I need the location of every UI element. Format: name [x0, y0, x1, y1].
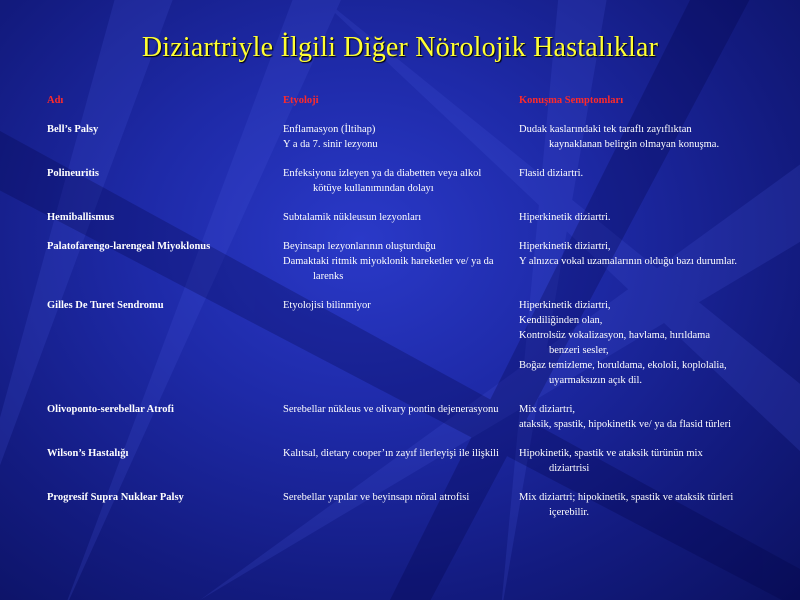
symptom-line: Mix diziartri; hipokinetik, spastik ve ataksik türleri içerebilir. [519, 492, 734, 518]
disease-name: Polineuritis [47, 168, 99, 179]
symptoms-cell [519, 490, 739, 520]
etiology-line: Beyinsapı lezyonlarının oluşturduğu [283, 241, 436, 252]
slide-title: Diziartriyle İlgili Diğer Nörolojik Hastalıklar [141, 32, 659, 63]
symptom-line: ataksik, spastik, hipokinetik ve/ ya da flasid türleri [519, 419, 731, 430]
symptoms-cell [519, 166, 739, 196]
etiology-line: Etyolojisi bilinmiyor [283, 300, 371, 311]
disease-name: Hemiballismus [47, 212, 115, 223]
etiology-cell [283, 239, 519, 284]
disease-table [47, 93, 792, 534]
disease-name: Gilles De Turet Sendromu [47, 300, 164, 311]
etiology-cell [283, 298, 519, 388]
symptom-line: Dudak kaslarındaki tek taraflı zayıflıktan kaynaklanan belirgin olmayan konuşma. [519, 124, 720, 150]
disease-name: Olivoponto-serebellar Atrofi [47, 404, 174, 415]
header-name: Adı [47, 95, 64, 106]
disease-name: Progresif Supra Nuklear Palsy [47, 492, 184, 503]
symptom-line: Kendiliğinden olan, [519, 315, 603, 326]
symptoms-cell [519, 446, 739, 476]
disease-name: Wilson’s Hastalığı [47, 448, 129, 459]
symptom-line: Hiperkinetik diziartri. [519, 212, 611, 223]
table-row [47, 166, 792, 196]
symptoms-cell [519, 239, 739, 284]
symptom-line: Flasid diziartri. [519, 168, 584, 179]
symptoms-cell [519, 402, 739, 432]
etiology-cell [283, 122, 519, 152]
table-row [47, 446, 792, 476]
etiology-line: Subtalamik nükleusun lezyonları [283, 212, 422, 223]
etiology-cell [283, 402, 519, 432]
symptom-line: Hiperkinetik diziartri, [519, 241, 611, 252]
etiology-cell [283, 446, 519, 476]
table-row [47, 402, 792, 432]
symptom-line: Kontrolsüz vokalizasyon, havlama, hırıldama benzeri sesler, [519, 330, 710, 356]
table-row [47, 122, 792, 152]
etiology-line: Y a da 7. sinir lezyonu [283, 139, 378, 150]
table-row [47, 490, 792, 520]
etiology-line: Enfeksiyonu izleyen ya da diabetten veya alkol kötüye kullanımından dolayı [283, 168, 482, 194]
disease-name: Palatofarengo-larengeal Miyoklonus [47, 241, 211, 252]
table-row [47, 298, 792, 388]
symptoms-cell [519, 122, 739, 152]
etiology-line: Serebellar yapılar ve beyinsapı nöral atrofisi [283, 492, 470, 503]
symptom-line: Boğaz temizleme, horuldama, ekololi, koplolalia, uyarmaksızın açık dil. [519, 360, 727, 386]
table-header [47, 93, 792, 108]
symptoms-cell [519, 210, 739, 225]
etiology-line: Serebellar nükleus ve olivary pontin dejenerasyonu [283, 404, 499, 415]
header-symptoms: Konuşma Semptomları [519, 95, 624, 106]
etiology-cell [283, 166, 519, 196]
symptom-line: Y alnızca vokal uzamalarının olduğu bazı durumlar. [519, 256, 737, 267]
symptom-line: Hipokinetik, spastik ve ataksik türünün mix diziartrisi [519, 448, 703, 474]
symptom-line: Mix diziartri, [519, 404, 575, 415]
etiology-line: Enflamasyon (İltihap) [283, 124, 376, 135]
symptoms-cell [519, 298, 739, 388]
table-row [47, 210, 792, 225]
symptom-line: Hiperkinetik diziartri, [519, 300, 611, 311]
etiology-cell [283, 490, 519, 520]
etiology-line: Damaktaki ritmik miyoklonik hareketler ve/ ya da larenks [283, 256, 494, 282]
etiology-line: Kalıtsal, dietary cooper’ın zayıf ilerleyişi ile ilişkili [283, 448, 499, 459]
disease-name: Bell’s Palsy [47, 124, 99, 135]
header-etiology: Etyoloji [283, 95, 319, 106]
table-row [47, 239, 792, 284]
etiology-cell [283, 210, 519, 225]
